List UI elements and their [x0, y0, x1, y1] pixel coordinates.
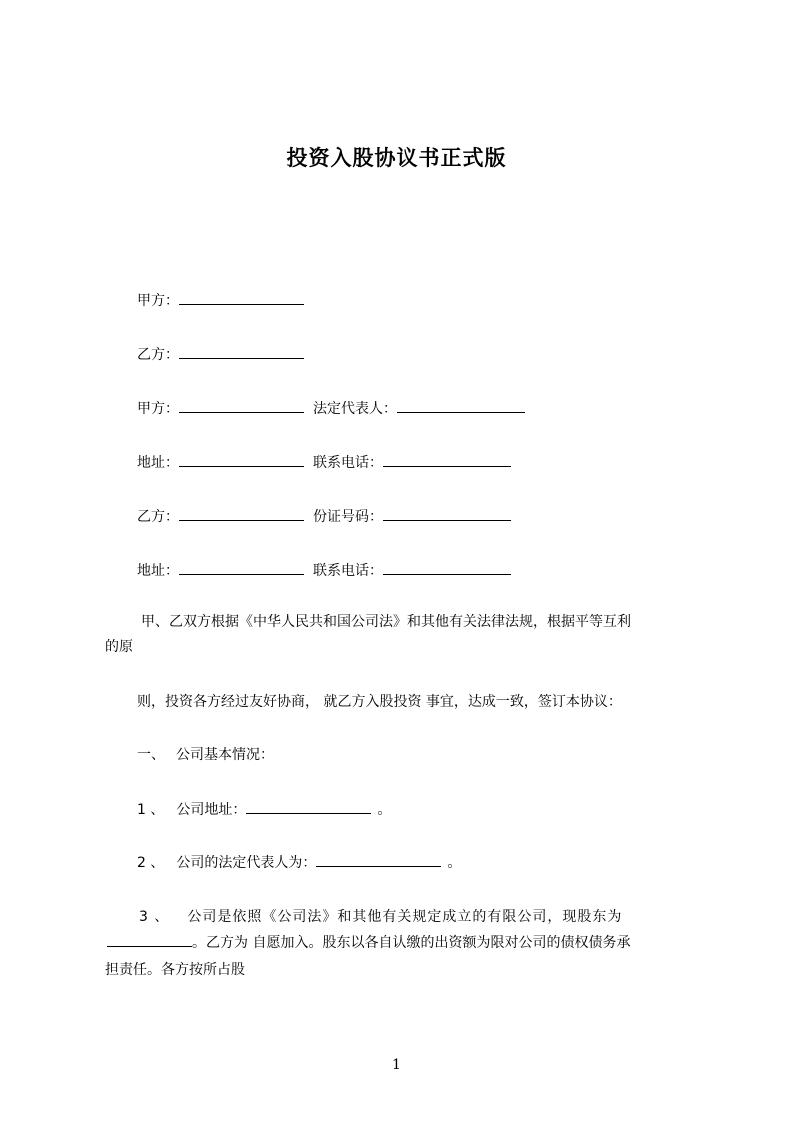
party-b-phone-blank — [383, 561, 511, 575]
item-2-label: 公司的法定代表人为： — [176, 855, 317, 871]
section-1-heading — [137, 745, 274, 765]
legal-rep-blank — [397, 399, 525, 413]
party-b-line — [137, 345, 304, 365]
shareholder-blank — [107, 933, 192, 947]
party-b-address-line — [137, 561, 511, 581]
item-3-number: 3 、 — [139, 909, 170, 925]
id-number-label: 份证号码： — [313, 509, 383, 525]
party-a-line — [137, 291, 304, 311]
item-1-number: 1 、 — [137, 802, 165, 818]
id-number-blank — [383, 507, 511, 521]
paragraph-2: 则，投资各方经过友好协商， 就乙方入股投资 事宜，达成一致，签订本协议： — [137, 694, 622, 710]
party-a-label: 甲方： — [137, 293, 179, 309]
party-a-address-label: 地址： — [137, 455, 179, 471]
item-2-blank — [316, 853, 441, 867]
party-a-detail-blank — [179, 399, 304, 413]
item-2-end: 。 — [447, 855, 462, 871]
section-1-number: 一、 — [137, 747, 165, 763]
paragraph-1-line-2: 的原 — [105, 639, 133, 655]
item-3-line-1 — [139, 907, 622, 927]
party-b-detail-label: 乙方： — [137, 509, 179, 525]
party-a-address-line — [137, 453, 511, 473]
party-b-blank — [179, 345, 304, 359]
page-number: 1 — [392, 1057, 401, 1073]
item-1-blank — [246, 800, 371, 814]
item-3-line-3: 担责任。各方按所占股 — [105, 962, 245, 978]
item-3-line-2 — [107, 933, 630, 953]
paragraph-1-line-1: 甲、乙双方根据《中华人民共和国公司法》和其他有关法律法规，根据平等互利 — [141, 614, 631, 630]
party-b-address-blank — [179, 561, 304, 575]
party-b-label: 乙方： — [137, 347, 179, 363]
party-b-phone-label: 联系电话： — [313, 563, 383, 579]
item-3-text-1: 公司是依照《公司法》和其他有关规定成立的有限公司，现股东为 — [187, 909, 623, 925]
legal-rep-label: 法定代表人： — [313, 401, 397, 417]
party-b-detail-line — [137, 507, 511, 527]
party-b-detail-blank — [179, 507, 304, 521]
item-2-number: 2 、 — [137, 855, 165, 871]
item-1-label: 公司地址： — [176, 802, 247, 818]
party-a-phone-blank — [383, 453, 511, 467]
item-2 — [137, 853, 461, 873]
party-a-detail-label: 甲方： — [137, 401, 179, 417]
party-a-phone-label: 联系电话： — [313, 455, 383, 471]
party-a-detail-line — [137, 399, 525, 419]
party-b-address-label: 地址： — [137, 563, 179, 579]
document-title: 投资入股协议书正式版 — [286, 146, 507, 170]
party-a-address-blank — [179, 453, 304, 467]
item-1-end: 。 — [377, 802, 392, 818]
party-a-blank — [179, 291, 304, 305]
item-3-text-2: 。乙方为 自愿加入。股东以各自认缴的出资额为限对公司的债权债务承 — [192, 935, 631, 951]
item-1 — [137, 800, 391, 820]
section-1-title: 公司基本情况： — [176, 747, 274, 763]
